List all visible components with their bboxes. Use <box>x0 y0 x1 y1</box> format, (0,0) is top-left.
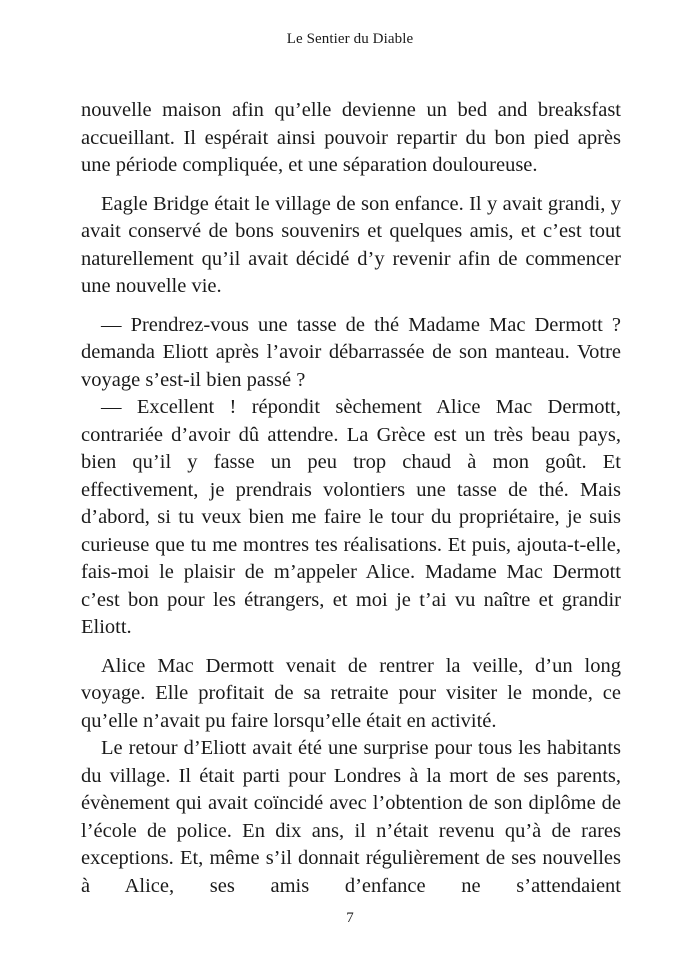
dialogue-eliott: — Prendrez-vous une tasse de thé Madame Mac Dermott ? demanda Eliott après l’avoir débarrassée de son manteau. Votre voyage s’est-il bien passé ? <box>81 313 621 391</box>
paragraph-alice-voyage: Alice Mac Dermott venait de rentrer la veille, d’un long voyage. Elle profitait de sa retraite pour visiter le monde, ce qu’elle n’avait pu faire lorsqu’elle était en activité. <box>81 654 621 732</box>
dialogue-alice: — Excellent ! répondit sèchement Alice Mac Dermott, contrariée d’avoir dû attendre. La Grèce est un très beau pays, bien qu’il y fasse un peu trop chaud à mon goût. Et effectivement, je prendrais volontiers une tasse de thé. Mais d’abord, si tu veux bien me faire le tour du propriétaire, je suis curieuse que tu me montres tes réalisations. Et puis, ajouta-t-elle, fais-moi le plaisir de m’appeler Alice. Madame Mac Dermott c’est bon pour les étrangers, et moi je t’ai vu naître et grandir Eliott. <box>81 396 621 638</box>
page-number: 7 <box>346 910 354 926</box>
paragraph-retour-eliott: Le retour d’Eliott avait été une surprise pour tous les habitants du village. Il était parti pour Londres à la mort de ses parents, évènement qui avait coïncidé avec l’obtention de son diplôme de l’école de police. En dix ans, il n’était revenu qu’à de rares exceptions. Et, même s’il donnait régulièrement de ses nouvelles à Alice, ses amis d’enfance ne s’attendaient <box>81 737 621 897</box>
paragraph-eagle-bridge: Eagle Bridge était le village de son enfance. Il y avait grandi, y avait conservé de bons souvenirs et quelques amis, et c’est tout naturellement qu’il avait décidé d’y revenir afin de commencer une nouvelle vie. <box>81 192 621 297</box>
body-text <box>81 97 621 900</box>
paragraph-continuation: nouvelle maison afin qu’elle devienne un bed and breaksfast accueillant. Il espérait ainsi pouvoir repartir du bon pied après une période compliquée, et une séparation douloureuse. <box>81 99 621 176</box>
running-header: Le Sentier du Diable <box>286 31 414 47</box>
